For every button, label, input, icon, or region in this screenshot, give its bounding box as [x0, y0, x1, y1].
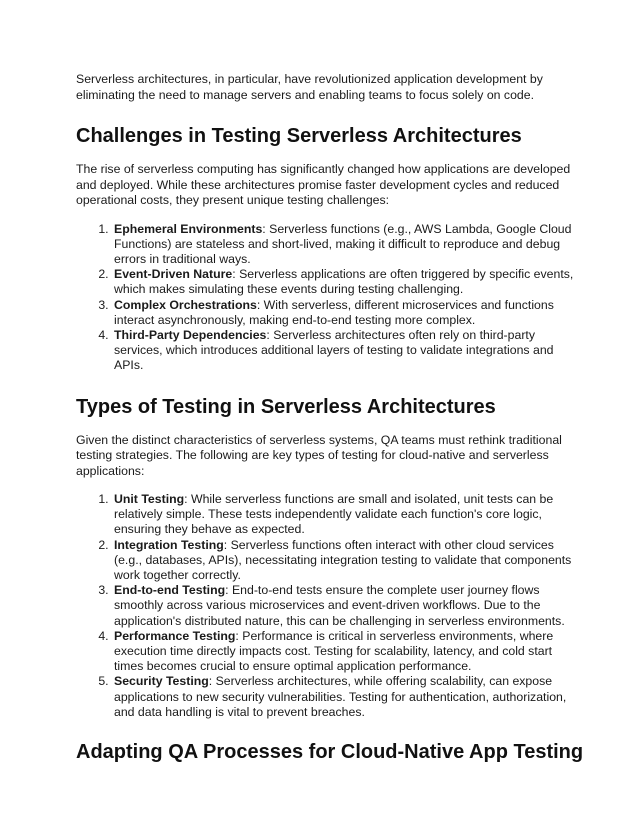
list-item [112, 492, 576, 538]
challenges-paragraph: The rise of serverless computing has significantly changed how applications are developed and deployed. While these architectures promise faster development cycles and reduced operational costs, they present unique testing challenges: [76, 162, 571, 207]
list-item-term: Event-Driven Nature [114, 267, 233, 282]
list-item-text: : Serverless architectures, while offering scalability, can expose applications to new security vulnerabilities. Testing for authentication, authorization, and data handling is vital to prevent breaches. [114, 674, 567, 719]
list-item-term: Security Testing [114, 674, 209, 689]
list-item-text: : With serverless, different microservices and functions interact asynchronously, making end-to-end testing more complex. [114, 297, 554, 327]
list-item-term: Complex Orchestrations [114, 297, 257, 312]
list-item [112, 222, 576, 268]
document-page [76, 0, 584, 764]
section-heading-types: Types of Testing in Serverless Architectures [76, 395, 496, 418]
list-item [112, 674, 576, 720]
list-item-term: Performance Testing [114, 628, 236, 643]
list-item [112, 267, 576, 297]
challenges-list [76, 222, 576, 374]
list-item [112, 328, 576, 374]
list-item-term: End-to-end Testing [114, 583, 226, 598]
list-item-term: Unit Testing [114, 492, 185, 507]
list-item-term: Integration Testing [114, 537, 224, 552]
list-item-text: : Serverless applications are often triggered by specific events, which makes simulating these events during testing challenging. [114, 267, 574, 297]
list-item-text: : Serverless functions often interact with other cloud services (e.g., databases, APIs), necessitating integration testing to validate that components work together correctly. [114, 537, 572, 583]
list-item-text: : While serverless functions are small and isolated, unit tests can be relatively simple. These tests independently validate each function's core logic, ensuring they behave as expected. [114, 492, 554, 537]
types-list [76, 492, 576, 720]
list-item-text: : Performance is critical in serverless environments, where execution time directly impacts cost. Testing for scalability, latency, and cold start times becomes crucial to ensure optimal application performance. [114, 628, 554, 674]
list-item-text: : Serverless functions (e.g., AWS Lambda, Google Cloud Functions) are stateless and short-lived, making it difficult to reproduce and debug errors in traditional ways. [114, 221, 572, 266]
section-heading-challenges: Challenges in Testing Serverless Architectures [76, 125, 522, 147]
list-item-text: : End-to-end tests ensure the complete user journey flows smoothly across various microservices and event-driven workflows. Due to the application's distributed nature, this can be challenging in serverless environments. [114, 583, 565, 628]
intro-paragraph: Serverless architectures, in particular, have revolutionized application development by eliminating the need to manage servers and enabling teams to focus solely on code. [76, 72, 543, 102]
list-item [112, 629, 576, 675]
list-item-term: Third-Party Dependencies [114, 327, 267, 342]
list-item [112, 538, 576, 584]
types-paragraph: Given the distinct characteristics of serverless systems, QA teams must rethink traditional testing strategies. The following are key types of testing for cloud-native and serverless applications: [76, 432, 562, 478]
list-item [112, 298, 576, 328]
list-item [112, 583, 576, 629]
list-item-text: : Serverless architectures often rely on third-party services, which introduces additional layers of testing to validate integrations and APIs. [114, 327, 554, 373]
section-heading-adapting: Adapting QA Processes for Cloud-Native App Testing [76, 741, 584, 764]
list-item-term: Ephemeral Environments [114, 221, 263, 236]
